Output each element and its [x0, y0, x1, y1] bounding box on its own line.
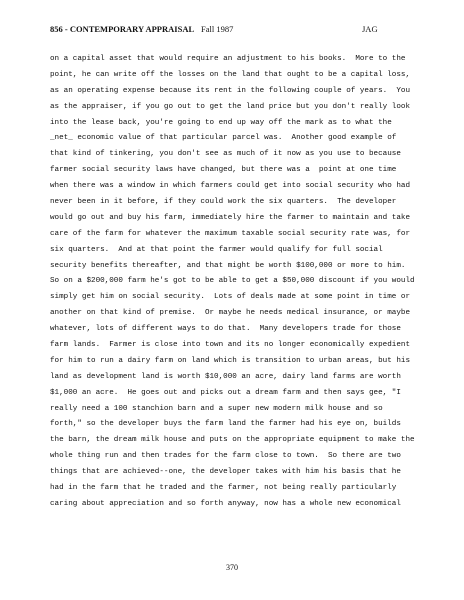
author-initials: JAG [362, 24, 378, 34]
text-line: simply get him on social security. Lots of deals made at some point in time or [50, 293, 411, 302]
text-line: farm lands. Farmer is close into town and its no longer economically expedient [50, 341, 411, 350]
text-line: would go out and buy his farm, immediately hire the farmer to maintain and take [50, 213, 411, 222]
text-line: for him to run a dairy farm on land which is transition to urban areas, but his [50, 356, 411, 365]
text-line: had in the farm that he traded and the farmer, not being really particularly [50, 484, 397, 493]
text-line: caring about appreciation and so forth anyway, now has a whole new economical [50, 499, 401, 508]
text-line: care of the farm for whatever the maximum taxable social security rate was, for [50, 229, 411, 238]
text-line: when there was a window in which farmers could get into social security who had [50, 182, 411, 191]
transcript-body [50, 52, 430, 513]
text-line: really need a 100 stanchion barn and a super new modern milk house and so [50, 404, 383, 413]
text-line: forth," so the developer buys the farm land the farmer had his eye on, builds [50, 420, 401, 429]
page-number: 370 [226, 563, 238, 572]
text-line: on a capital asset that would require an adjustment to his books. More to the [50, 55, 406, 63]
text-line: land as development land is worth $10,000 an acre, dairy land farms are worth [50, 372, 401, 381]
text-line: security benefits thereafter, and that might be worth $100,000 or more to him. [50, 261, 406, 270]
text-line: whole thing run and then trades for the farm close to town. So there are two [50, 452, 401, 461]
term-label: Fall 1987 [201, 24, 234, 34]
text-line: never been in it before, if they could work the six quarters. The developer [50, 198, 397, 207]
text-line: farmer social security laws have changed, but there was a point at one time [50, 166, 397, 175]
page-header [50, 24, 420, 38]
text-line: as the appraiser, if you go out to get the land price but you don't really look [50, 102, 411, 111]
text-line: So on a $200,000 farm he's got to be able to get a $50,000 discount if you would [50, 277, 415, 286]
course-title: 856 - CONTEMPORARY APPRAISAL [50, 24, 195, 34]
text-line: six quarters. And at that point the farmer would qualify for full social [50, 245, 383, 254]
text-line: that kind of tinkering, you don't see as much of it now as you use to because [50, 150, 401, 159]
text-line: the barn, the dream milk house and puts on the appropriate equipment to make the [50, 436, 415, 445]
text-line: into the lease back, you're going to end up way off the mark as to what the [50, 118, 392, 127]
text-line: $1,000 an acre. He goes out and picks out a dream farm and then says gee, "I [50, 388, 401, 397]
text-line: another on that kind of premise. Or maybe he needs medical insurance, or maybe [50, 309, 411, 318]
text-line: whatever, lots of different ways to do that. Many developers trade for those [50, 325, 401, 334]
text-line: _net_ economic value of that particular parcel was. Another good example of [50, 134, 397, 143]
text-line: things that are achieved--one, the developer takes with him his basis that he [50, 468, 401, 477]
text-line: point, he can write off the losses on the land that ought to be a capital loss, [50, 70, 411, 79]
text-line: as an operating expense because its rent in the following couple of years. You [50, 86, 411, 95]
